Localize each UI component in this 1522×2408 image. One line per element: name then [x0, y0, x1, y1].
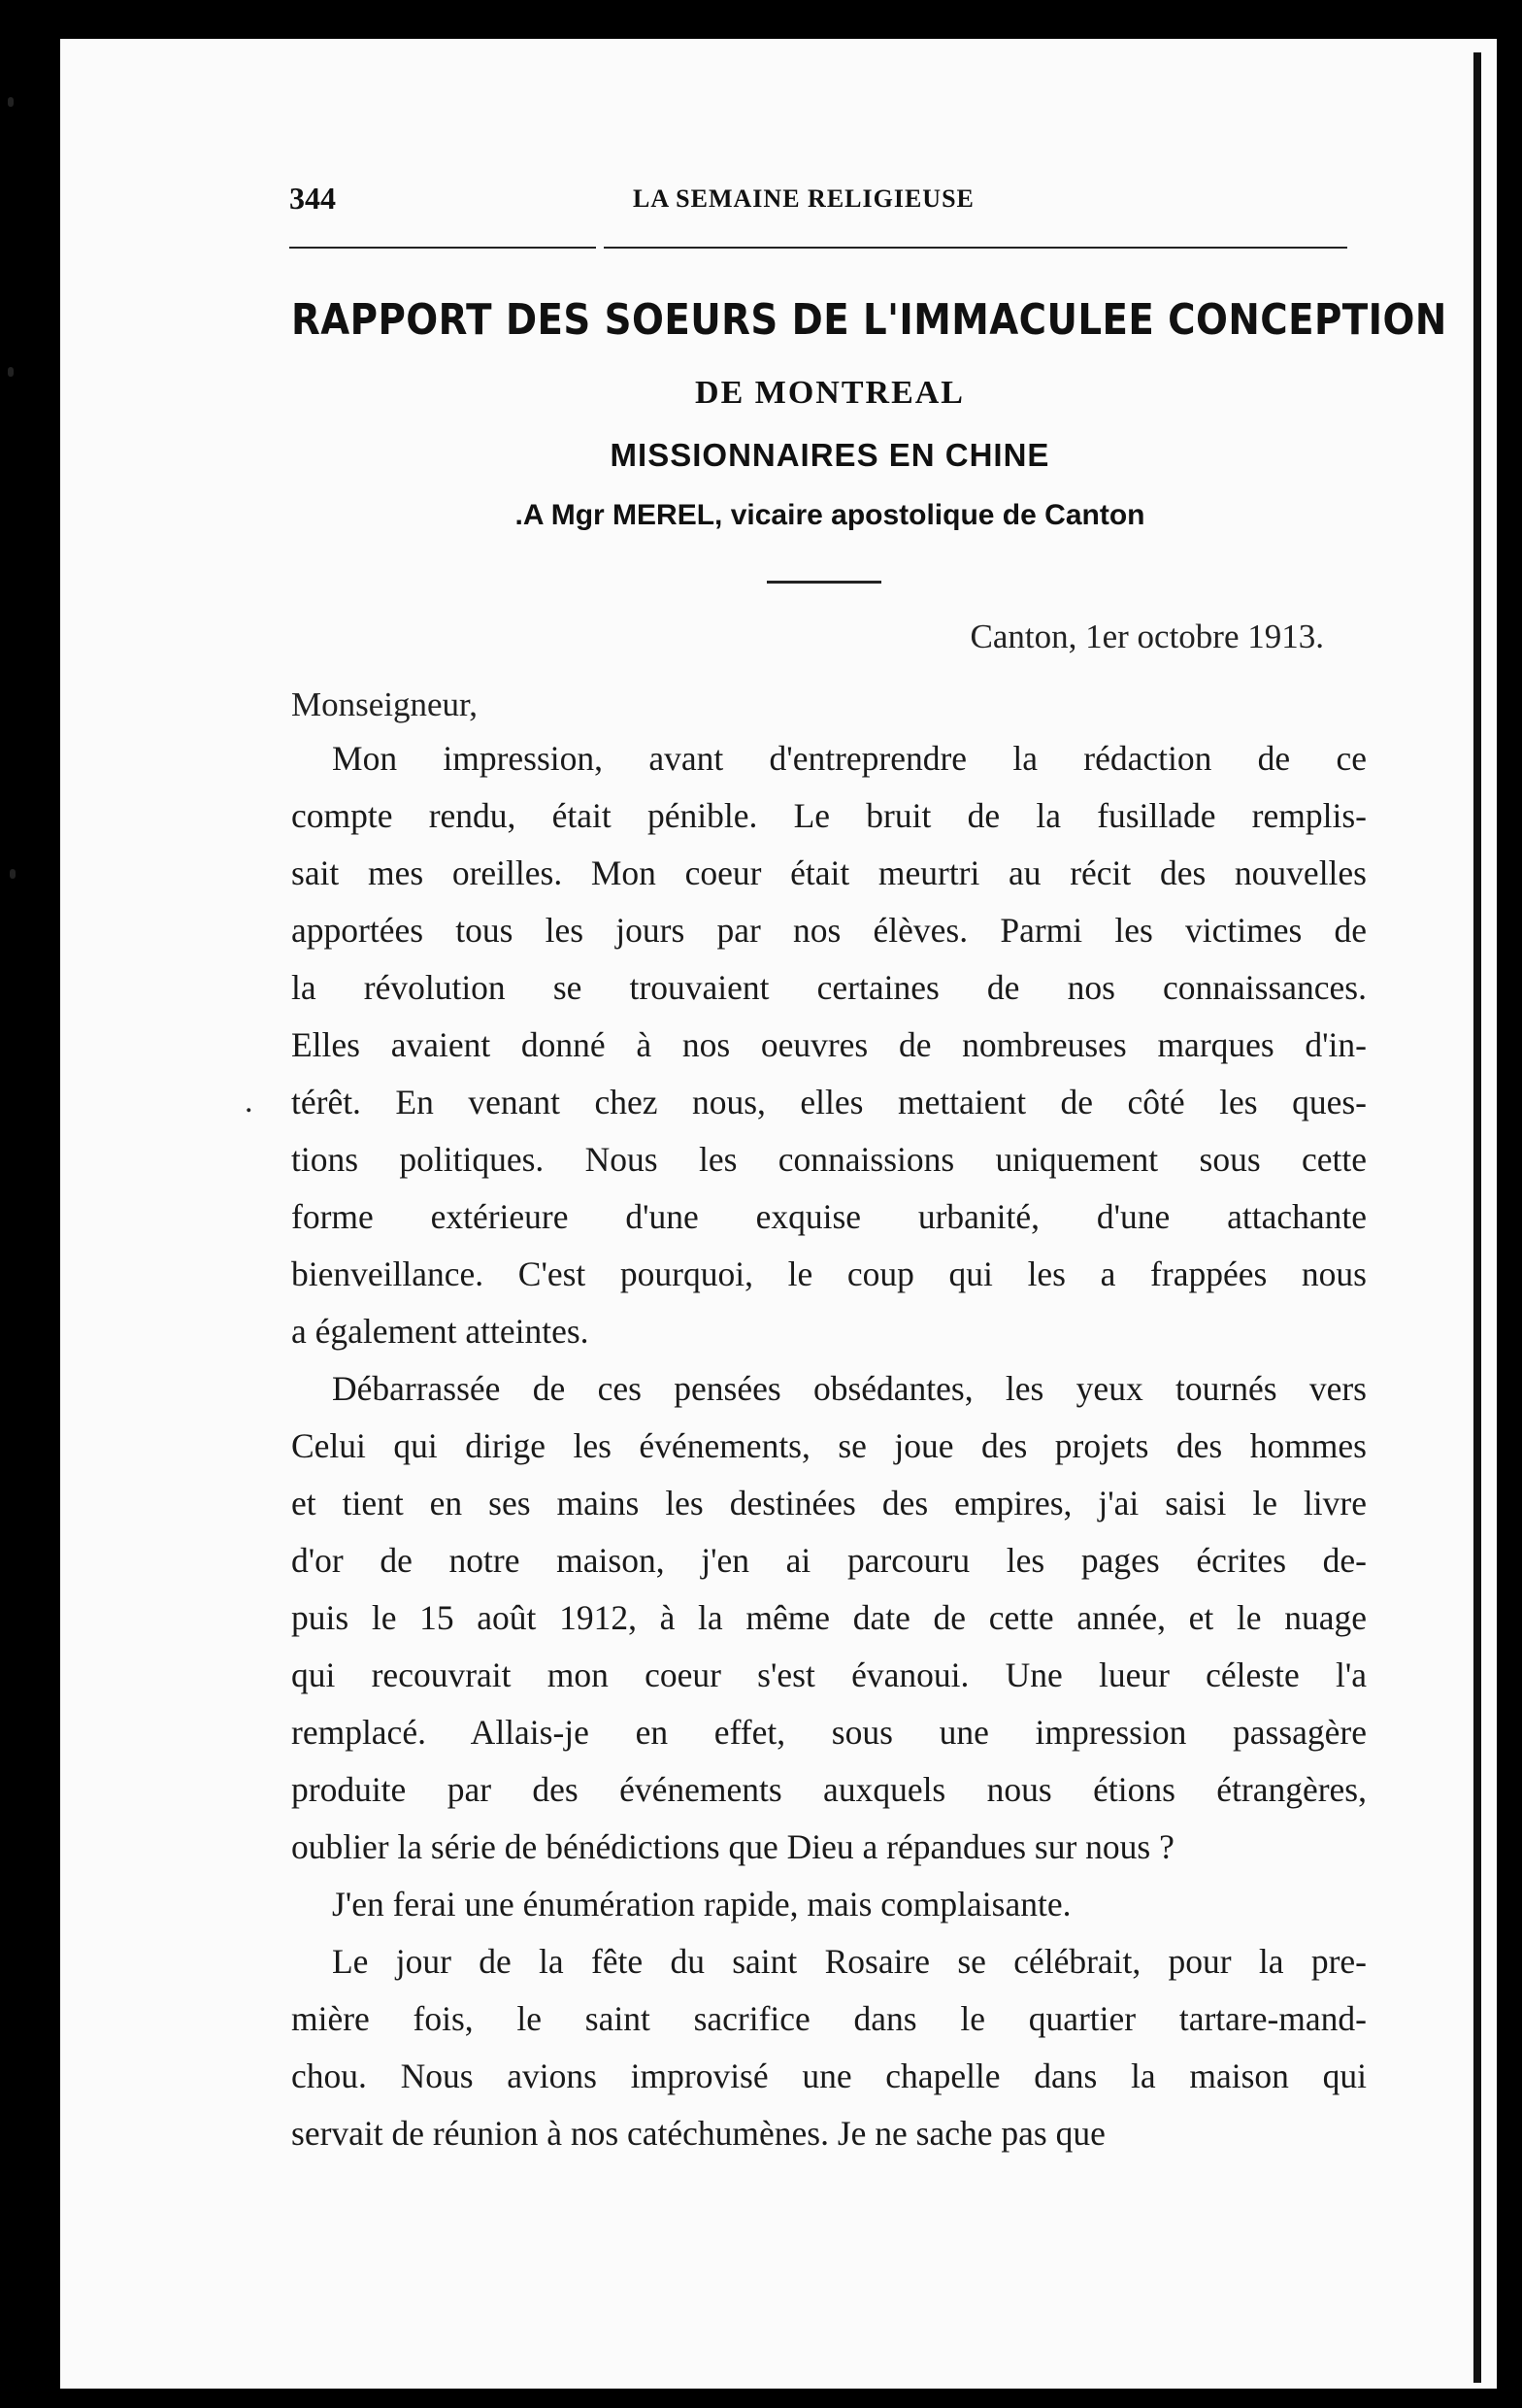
- text-line: Le jour de la fête du saint Rosaire se célébrait, pour la pre-: [332, 1942, 1367, 1981]
- margin-mark: .: [245, 1084, 253, 1120]
- text-line: la révolution se trouvaient certaines de nos connaissances.: [291, 968, 1367, 1007]
- scan-speck: [8, 97, 14, 107]
- text-line: J'en ferai une énumération rapide, mais complaisante.: [332, 1885, 1072, 1923]
- page-header: [289, 181, 1369, 219]
- text-line: sait mes oreilles. Mon coeur était meurtri au récit des nouvelles: [291, 853, 1367, 892]
- title-divider: [767, 581, 881, 584]
- text-line: Mon impression, avant d'entreprendre la rédaction de ce: [332, 739, 1367, 778]
- text-line: qui recouvrait mon coeur s'est évanoui. Une lueur céleste l'a: [291, 1656, 1367, 1694]
- text-line: oublier la série de bénédictions que Dieu a répandues sur nous ?: [291, 1827, 1175, 1866]
- text-line: chou. Nous avions improvisé une chapelle dans la maison qui: [291, 2057, 1367, 2095]
- article-subtitle: DE MONTREAL: [695, 375, 965, 411]
- text-line: d'or de notre maison, j'en ai parcouru les pages écrites de-: [291, 1541, 1367, 1580]
- scan-speck: [10, 869, 16, 879]
- text-line: térêt. En venant chez nous, elles mettaient de côté les ques-: [291, 1083, 1367, 1121]
- article-subtitle-2: MISSIONNAIRES EN CHINE: [610, 437, 1050, 473]
- body-paragraph: [291, 1876, 1367, 1933]
- dedication-line: .A Mgr MEREL, vicaire apostolique de Canton: [514, 499, 1145, 531]
- text-line: Elles avaient donné à nos oeuvres de nombreuses marques d'in-: [291, 1025, 1367, 1064]
- text-line: compte rendu, était pénible. Le bruit de la fusillade remplis-: [291, 796, 1367, 835]
- letter-body: [291, 730, 1367, 2162]
- page-number: 344: [289, 181, 336, 216]
- text-line: remplacé. Allais-je en effet, sous une impression passagère: [291, 1713, 1367, 1752]
- body-paragraph: [291, 730, 1367, 1360]
- scan-speck: [8, 367, 14, 377]
- running-title: LA SEMAINE RELIGIEUSE: [633, 184, 975, 213]
- text-line: Débarrassée de ces pensées obsédantes, les yeux tournés vers: [332, 1369, 1367, 1408]
- text-line: mière fois, le saint sacrifice dans le quartier tartare-mand-: [291, 1999, 1367, 2038]
- text-line: tions politiques. Nous les connaissions uniquement sous cette: [291, 1140, 1367, 1179]
- page-edge-shadow: [1473, 52, 1481, 2383]
- header-rule-right: [604, 247, 1347, 249]
- text-line: servait de réunion à nos catéchumènes. Je ne sache pas que: [291, 2114, 1106, 2153]
- text-line: Celui qui dirige les événements, se joue des projets des hommes: [291, 1426, 1367, 1465]
- letter-dateline: Canton, 1er octobre 1913.: [970, 618, 1324, 655]
- text-line: apportées tous les jours par nos élèves. Parmi les victimes de: [291, 911, 1367, 950]
- text-line: puis le 15 août 1912, à la même date de cette année, et le nuage: [291, 1598, 1367, 1637]
- text-line: bienveillance. C'est pourquoi, le coup qui les a frappées nous: [291, 1254, 1367, 1293]
- body-paragraph: [291, 1360, 1367, 1876]
- text-line: forme extérieure d'une exquise urbanité, d'une attachante: [291, 1197, 1367, 1236]
- header-rule-left: [289, 247, 596, 249]
- letter-salutation: Monseigneur,: [291, 686, 479, 723]
- text-line: a également atteintes.: [291, 1312, 589, 1351]
- body-paragraph: [291, 1933, 1367, 2162]
- text-line: et tient en ses mains les destinées des empires, j'ai saisi le livre: [291, 1484, 1367, 1522]
- article-title: RAPPORT DES SOEURS DE L'IMMACULEE CONCEPTION: [291, 295, 1447, 345]
- text-line: produite par des événements auxquels nous étions étrangères,: [291, 1770, 1367, 1809]
